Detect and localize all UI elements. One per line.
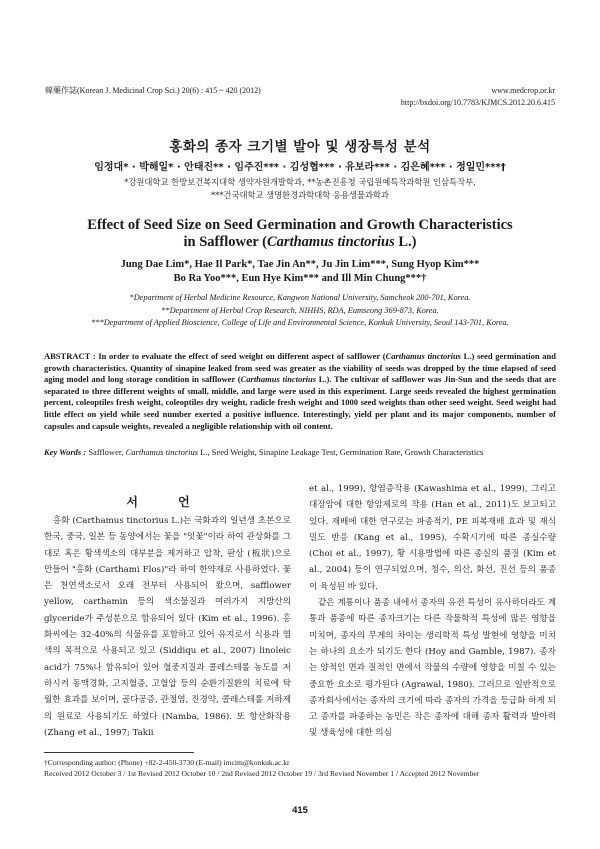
footnote [44,757,479,779]
english-title-line: Effect of Seed Size on Seed Germination and Growth Characteristics [87,217,513,233]
footnote-divider [44,752,194,753]
journal-citation: 韓藥作誌(Korean J. Medicinal Crop Sci.) 20(6) : 415 ~ 420 (2012) [45,86,261,95]
english-authors-line: Jung Dae Lim*, Hae Il Park*, Tae Jin An**, Ju Jin Lim***, Sung Hyop Kim*** [120,259,480,270]
korean-affiliation-line: *강원대학교 한방보건복지대학 생약자원개발학과, **농촌진흥청 국립원예특작과학원 인삼특작부, [124,177,476,187]
english-authors [0,258,600,286]
korean-authors: 임정대* · 박해일* · 안태진** · 임주진*** · 김성협*** · 유보라*** · 김은혜*** · 정일민***† [94,162,506,173]
english-affiliation-line: **Department of Herbal Crop Research, NIHHS, RDA, Eumseong 369-873, Korea. [161,305,439,315]
body-column-right [309,481,556,742]
body-paragraph: et al., 1999), 항염증작용 (Kawashima et al., 1999), 그리고 대장암에 대한 항암제로의 작용 (Han et al., 2011)도 보고되고 있다. 재배에 대한 연구로는 파종적기, PE 피복재배 효과 및 재식밀도 반응 (Kang et al., 1995), 수확시기에 따른 종실수량 (Choi et al., 1997), 황 시용방법에 따른 종실의 품질 (Kim et al., 2004) 등이 연구되었으며, 청수, 의산, 화선, 진선 등의 품종이 육성된 바 있다. [309,484,556,592]
abstract-label: ABSTRACT : [44,351,96,361]
korean-affiliations [0,176,600,202]
section-heading-introduction: 서 언 [126,495,208,509]
english-affiliation-line: ***Department of Applied Bioscience, College of Life and Environmental Science, Konkuk University, Seoul 143-701, Korea. [91,318,509,327]
corresponding-author-note: †Corresponding author: (Phone) +82-2-450-3730 (E-mail) imcim@konkuk.ac.kr [44,758,290,767]
korean-affiliation-line: ***건국대학교 생명환경과학대학 응용생물과학과 [210,190,390,200]
doi-link[interactable]: http://bxdoi.org/10.7783/KJMCS.2012.20.6.415 [400,98,555,107]
body-paragraph: 홍화 (Carthamus tinctorius L.)는 국화과의 일년생 초본으로 한국, 중국, 일본 등 동양에서는 꽃을 "잇꽃"이라 하여 관상화를 그대로 혹은 황색색소의 대부분을 제거하고 압착, 판상 (板狀)으로 만들어 "홍화 (Carthami Flos)"라 하여 한약재로 사용하였다. 꽃은 천연색소로서 오래 전부터 사용되어 왔으며, safflower yellow, carthamin 등의 색소물질과 여러가지 지방산의 glyceride가 주성분으로 함유되어 있다 (Kim et al., 1996). 홍화씨에는 32-40%의 식물유를 포함하고 있어 유지로서 식용과 염색의 목적으로 사용되고 있고 (Siddiqu et al., 2007) linoleic acid가 75%나 함유되어 있어 혈중지질과 콜레스테롤 농도를 저하시켜 동맥경화, 고지혈증, 고혈압 등의 순환기질환의 치료에 탁월한 효과를 보이며, 골다공증, 관절염, 진경약, 콜레스테롤 저하제의 원료로 사용되기도 하였다 (Namba, 1986). 또 항산화작용 (Zhang et al., 1997; Takii [44,516,291,738]
english-title-line: in Safflower (Carthamus tinctorius L.) [183,234,417,250]
keywords-label: Key Words : [44,447,87,457]
body-paragraph: 같은 계통이나 품종 내에서 종자의 유전 특성이 유사하더라도 계통과 품종에 따른 종자크기는 다른 작물학적 특성에 많은 영향을 미치며, 종자의 무게의 차이는 생리학적 특성 발현에 영향을 미치는 하나의 요소가 되기도 한다 (Hoy and Gamble, 1987). 종자는 양적인 면과 질적인 면에서 작물의 수량에 영향을 미칠 수 있는 중요한 요소로 평가된다 (Agrawal, 1980). 그러므로 일반적으로 종자회사에서는 종자의 크기에 따라 종자의 가격을 등급화 하게 되고 종자를 파종하는 농민은 작은 종자에 대해 종자 활력과 발아력 및 생육성에 대한 의심 [309,598,556,739]
header-links [401,85,555,109]
english-affiliation-line: *Department of Herbal Medicine Resource, Kangwon National University, Samcheok 200-701, Korea. [129,293,471,302]
english-authors-line: Bo Ra Yoo***, Eun Hye Kim*** and Ill Min Chung***† [173,273,427,284]
english-title [0,217,600,251]
received-dates-note: Received 2012 October 3 / 1st Revised 2012 October 10 / 2nd Revised 2012 October 19 / 3rd Revised November 1 / Accepted 2012 November [44,769,480,778]
english-affiliations [0,292,600,330]
page-number: 415 [292,805,308,816]
abstract: ABSTRACT : In order to evaluate the effect of seed weight on different aspect of safflower (Carthamus tinctorius L.) seed germination and growth characteristics. Quantity of sinapine leaked from seed was greater as the viability of seeds was dropped by the time elapsed of seed aging model and long storage condition in safflower (Carthamus tinctorius L.). The cultivar of safflower was Jin-Sun and the seeds that are separated to three different weights of small, middle, and large were used in this experiment. Large seeds revealed the highest germination percent, coleoptiles fresh weight, coleoptiles dry weight, radicle fresh weight and 1000 seed weights than other seed weight. Seed weight had little effect on yield while seed number exerted a positive influence. Interestingly, yield per plant and its major components, number of capsules and capsule weights, revealed a negligible relationship with oil content. [44,351,557,431]
keywords: Key Words : Safflower, Carthamus tinctorius L., Seed Weight, Sinapine Leakage Test, Germination Rate, Growth Characteristics [44,447,484,457]
journal-website[interactable]: www.medcrop.or.kr [491,86,555,95]
body-column-left [44,513,291,741]
korean-title: 홍화의 종자 크기별 발아 및 생장특성 분석 [169,139,431,155]
